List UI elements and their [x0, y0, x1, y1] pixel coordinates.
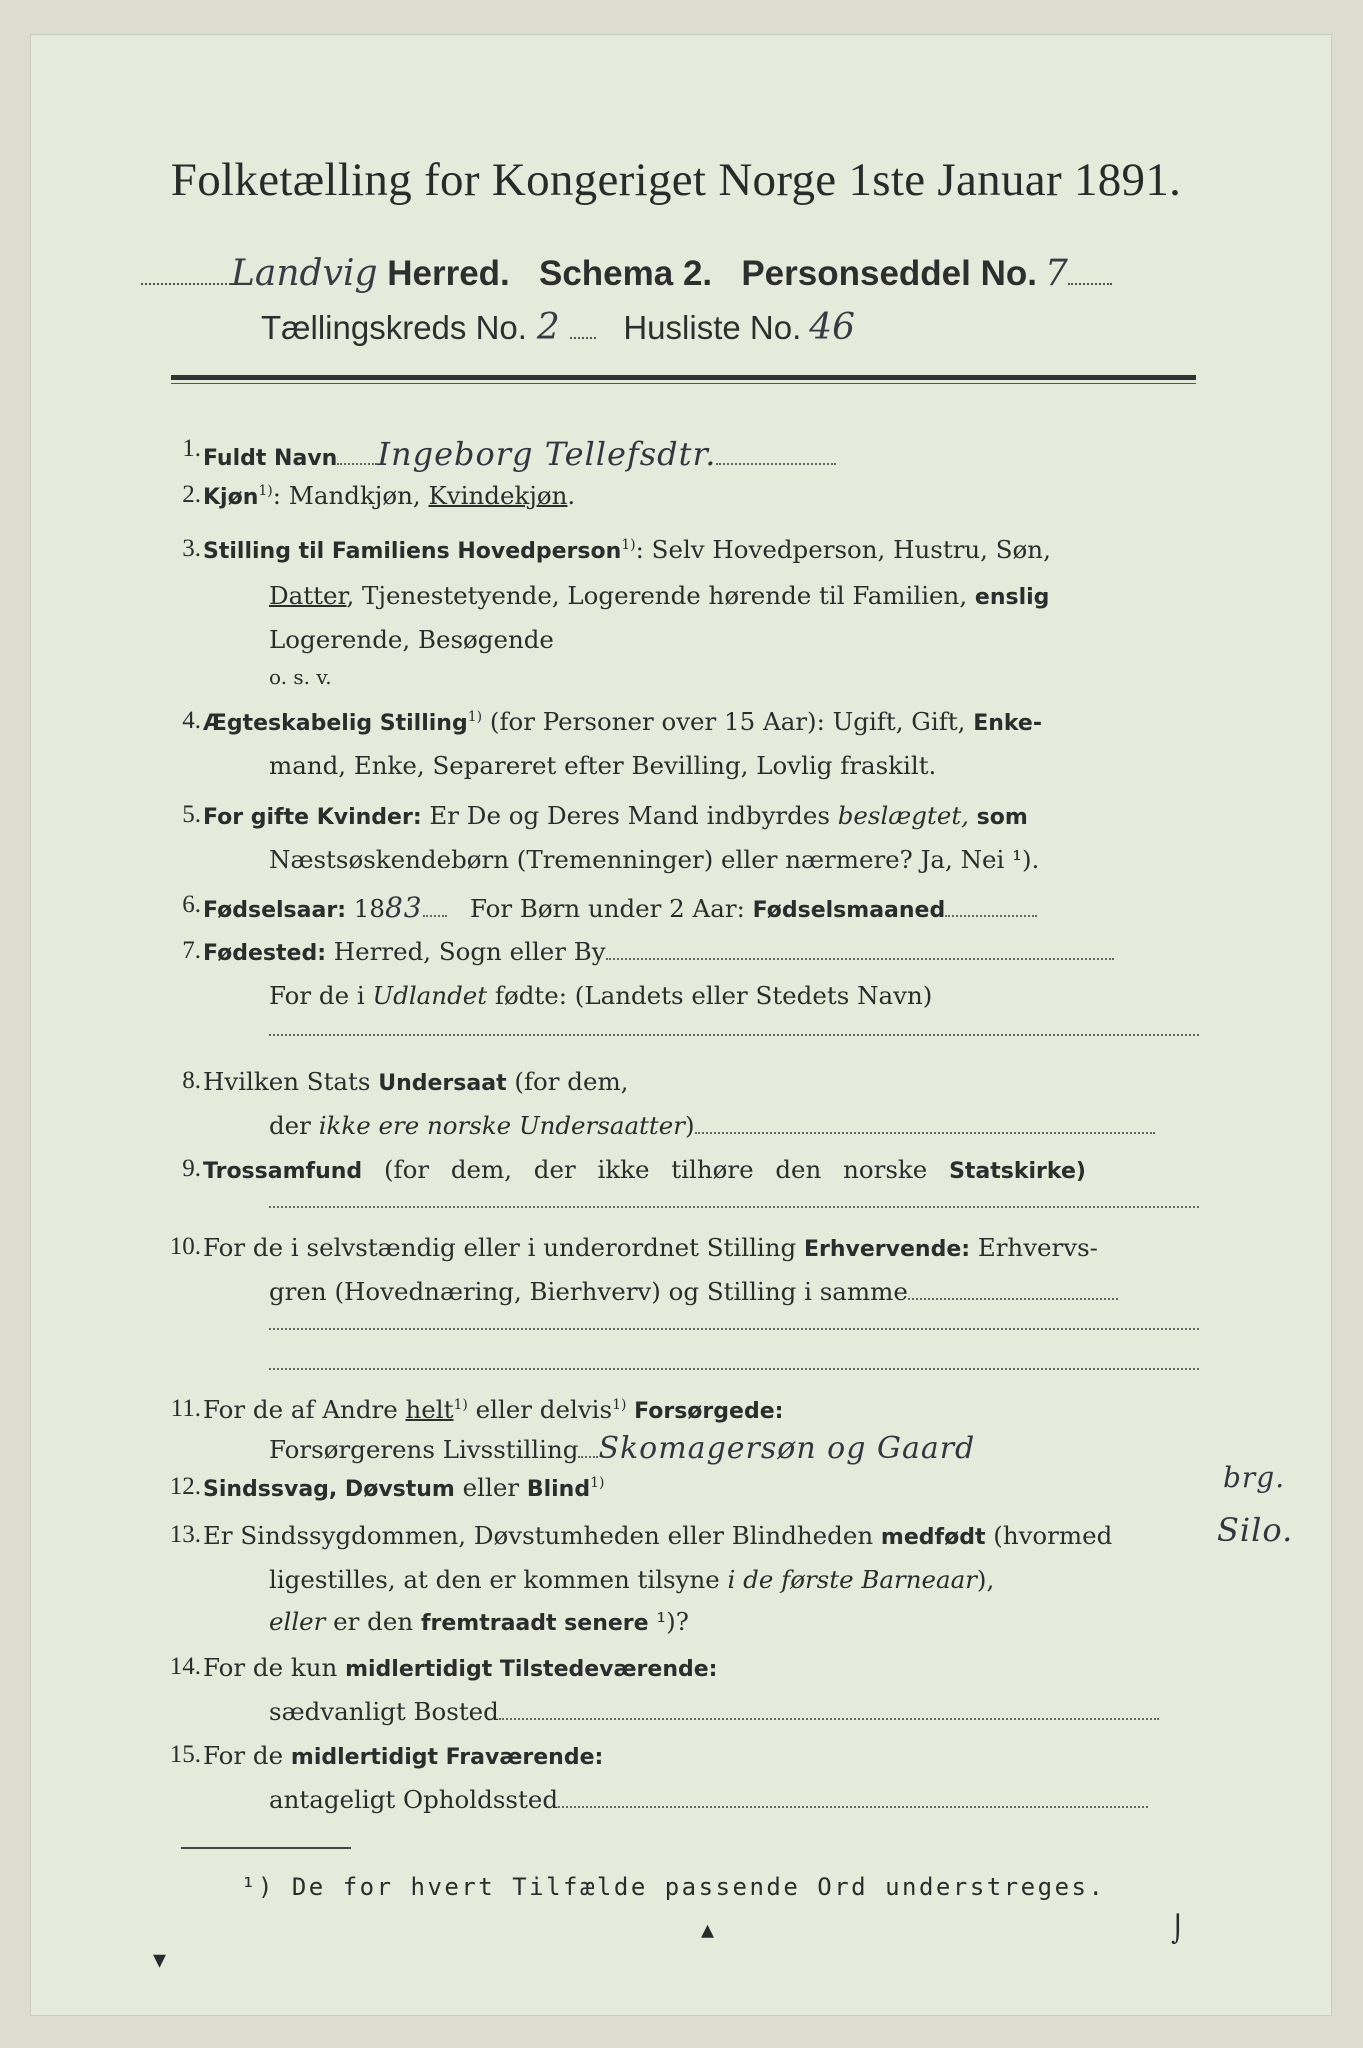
q11-line1-b: eller delvis	[467, 1395, 613, 1424]
q11-line1-a: For de af Andre	[203, 1395, 406, 1424]
q5-som: som	[968, 805, 1028, 830]
q5-num: 5.	[182, 801, 201, 828]
q5-label: For gifte Kvinder:	[203, 805, 422, 830]
footnote-rule	[181, 1847, 351, 1849]
q6-text	[203, 891, 1037, 924]
header-rule-thin	[171, 383, 1196, 384]
q8-line2-i: ikke ere norske Undersaatter	[318, 1111, 685, 1140]
q5-line1-text: Er De og Deres Mand indbyrdes	[421, 801, 838, 830]
q4-enke: Enke-	[973, 711, 1042, 736]
q3-line3: Logerende, Besøgende	[269, 625, 554, 654]
q13-line2-a: ligestilles, at den er kommen tilsyne	[269, 1565, 728, 1594]
q10-line2	[269, 1277, 1118, 1306]
q2-sup: 1)	[258, 482, 273, 499]
q11-forsorgede: Forsørgede:	[626, 1399, 784, 1424]
q8-line1	[203, 1067, 628, 1096]
q15-line2-text: antageligt Opholdssted	[269, 1785, 558, 1814]
personseddel-label: Personseddel No.	[741, 254, 1037, 293]
q3-label: Stilling til Familiens Hovedperson	[203, 539, 622, 564]
q4-sup: 1)	[467, 708, 483, 725]
corner-mark-right: ⌡	[1171, 1915, 1185, 1945]
q5-line2: Næstsøskendebørn (Tremenninger) eller nærmere? Ja, Nei ¹).	[269, 845, 1040, 874]
q6-num: 6.	[182, 891, 201, 918]
q12-label: Sindssvag, Døvstum	[203, 1477, 455, 1502]
q10-line2-text: gren (Hovednæring, Bierhverv) og Stilling i samme	[269, 1277, 908, 1306]
personseddel-value: 7	[1044, 253, 1068, 294]
q13-line3-a: er den	[325, 1607, 421, 1636]
footnote: ¹) De for hvert Tilfælde passende Ord understreges.	[241, 1873, 1106, 1901]
q7-line2-a: For de i	[269, 981, 373, 1010]
q8-line1-a: Hvilken Stats	[203, 1067, 379, 1096]
q6-rest: For Børn under 2 Aar:	[470, 894, 745, 923]
husliste-value: 46	[809, 307, 856, 348]
schema-label: Schema 2.	[538, 254, 713, 293]
q13-line1	[203, 1521, 1112, 1550]
q15-line2	[269, 1785, 1148, 1814]
q8-line2-a: der	[269, 1111, 319, 1140]
q6-prefix: 18	[353, 894, 385, 923]
q7-line2	[269, 981, 932, 1010]
kreds-label: Tællingskreds No.	[261, 309, 527, 346]
q8-line1-c: (for dem,	[506, 1067, 629, 1096]
q13-line3-c: ¹)?	[648, 1607, 689, 1636]
q7-label: Fødested:	[203, 941, 326, 966]
q8-line2-b: )	[684, 1111, 695, 1140]
q12-num: 12.	[169, 1473, 201, 1500]
q14-line2	[269, 1697, 1159, 1726]
q7-line1	[203, 937, 1114, 966]
q13-line2	[269, 1565, 994, 1594]
kreds-line	[261, 307, 855, 348]
q6-maaned: Fødselsmaaned	[752, 898, 946, 923]
form-title: Folketælling for Kongeriget Norge 1ste Januar 1891.	[170, 154, 1182, 206]
q3-line2-text: , Tjenestetyende, Logerende hørende til Familien,	[346, 581, 968, 610]
q11-sup1: 1)	[453, 1396, 468, 1413]
q13-line1-c: (hvormed	[985, 1521, 1113, 1550]
q2-rest-c: .	[567, 481, 576, 510]
q15-line1-b: midlertidigt Fraværende:	[290, 1745, 604, 1770]
q1-value: Ingeborg Tellefsdtr.	[377, 435, 717, 473]
q14-line1-b: midlertidigt Tilstedeværende:	[345, 1657, 718, 1682]
corner-mark-center: ▴	[701, 1915, 715, 1945]
q9-label: Trossamfund	[203, 1159, 363, 1184]
q4-num: 4.	[182, 707, 201, 734]
kreds-value: 2	[536, 307, 560, 348]
q5-beslaegtet: beslægtet,	[837, 801, 969, 830]
q11-num: 11.	[170, 1395, 201, 1422]
q8-undersaat: Undersaat	[378, 1071, 507, 1096]
q10-line1-c: Erhvervs-	[970, 1233, 1098, 1262]
q12-sup: 1)	[590, 1474, 605, 1491]
q13-medfodt: medfødt	[880, 1525, 986, 1550]
q3-line1	[203, 535, 1051, 564]
q1-label: Fuldt Navn	[203, 446, 338, 471]
q13-line2-b: ),	[976, 1565, 995, 1594]
q14-line2-text: sædvanligt Bosted	[269, 1697, 499, 1726]
q11-line1	[203, 1395, 783, 1424]
herred-value: Landvig	[231, 253, 378, 294]
q12-blind: Blind	[526, 1477, 591, 1502]
q10-line1	[203, 1233, 1098, 1262]
q8-num: 8.	[182, 1067, 201, 1094]
q1-text	[203, 435, 836, 473]
q15-num: 15.	[169, 1741, 201, 1768]
q12-text	[203, 1473, 604, 1502]
q3-line2	[269, 581, 1049, 610]
q13-line2-i: i de første Barneaar	[727, 1565, 977, 1594]
q8-line2	[269, 1111, 1155, 1140]
herred-label: Herred.	[387, 254, 510, 293]
q14-num: 14.	[169, 1653, 201, 1680]
q12-value: brg.	[1223, 1461, 1286, 1494]
q12-rest: eller	[454, 1473, 527, 1502]
q3-datter: Datter	[269, 581, 347, 610]
q9-text	[203, 1155, 1086, 1184]
herred-line	[141, 253, 1112, 294]
q2-rest-b: Kvindekjøn	[428, 481, 568, 510]
q4-line2: mand, Enke, Separeret efter Bevilling, Lovlig fraskilt.	[269, 751, 937, 780]
q10-line1-a: For de i selvstændig eller i underordnet Stilling	[203, 1233, 804, 1262]
q13-num: 13.	[169, 1521, 201, 1548]
census-form	[30, 34, 1332, 2016]
q7-line2-b: fødte: (Landets eller Stedets Navn)	[487, 981, 933, 1010]
q10-num: 10.	[169, 1233, 201, 1260]
q5-line1	[203, 801, 1028, 830]
q14-line1-a: For de kun	[203, 1653, 346, 1682]
q4-line1-text: (for Personer over 15 Aar): Ugift, Gift,	[482, 707, 966, 736]
q11-value: Skomagersøn og Gaard	[598, 1431, 976, 1466]
q3-enslig: enslig	[974, 585, 1050, 610]
q15-line1	[203, 1741, 603, 1770]
q2-num: 2.	[182, 481, 201, 508]
q15-line1-a: For de	[203, 1741, 291, 1770]
q11-sup2: 1)	[612, 1396, 627, 1413]
q10-erhvervende: Erhvervende:	[804, 1237, 971, 1262]
q13-side-value: Silo.	[1217, 1511, 1294, 1549]
q13-fremtraadt: fremtraadt senere	[420, 1611, 649, 1636]
q9-rest: (for dem, der ikke tilhøre den norske	[362, 1155, 950, 1184]
q1-num: 1.	[182, 435, 201, 462]
q3-num: 3.	[182, 535, 201, 562]
q4-line1	[203, 707, 1042, 736]
q2-label: Kjøn	[203, 485, 259, 510]
q13-line1-a: Er Sindssygdommen, Døvstumheden eller Blindheden	[203, 1521, 881, 1550]
q2-text	[203, 481, 575, 510]
q7-line1-text: Herred, Sogn eller By	[326, 937, 606, 966]
q9-num: 9.	[182, 1155, 201, 1182]
q13-line3	[269, 1607, 689, 1636]
q3-line1-text: : Selv Hovedperson, Hustru, Søn,	[635, 535, 1051, 564]
q3-sup: 1)	[621, 536, 636, 553]
q11-line2-text: Forsørgerens Livsstilling	[269, 1435, 579, 1464]
q11-line2	[269, 1431, 975, 1466]
q11-helt: helt	[405, 1395, 454, 1424]
q14-line1	[203, 1653, 717, 1682]
q4-label: Ægteskabelig Stilling	[203, 711, 468, 736]
q3-line4: o. s. v.	[269, 665, 332, 689]
q7-udlandet: Udlandet	[372, 981, 488, 1010]
header-rule	[171, 375, 1196, 380]
corner-mark-left: ▾	[153, 1945, 167, 1975]
q6-value: 83	[384, 891, 423, 924]
q6-label: Fødselsaar:	[203, 898, 346, 923]
husliste-label: Husliste No.	[623, 309, 802, 346]
q13-eller: eller	[269, 1607, 326, 1636]
q2-rest-a: : Mandkjøn,	[272, 481, 429, 510]
q9-statskirke: Statskirke)	[949, 1159, 1086, 1184]
q7-num: 7.	[182, 937, 201, 964]
